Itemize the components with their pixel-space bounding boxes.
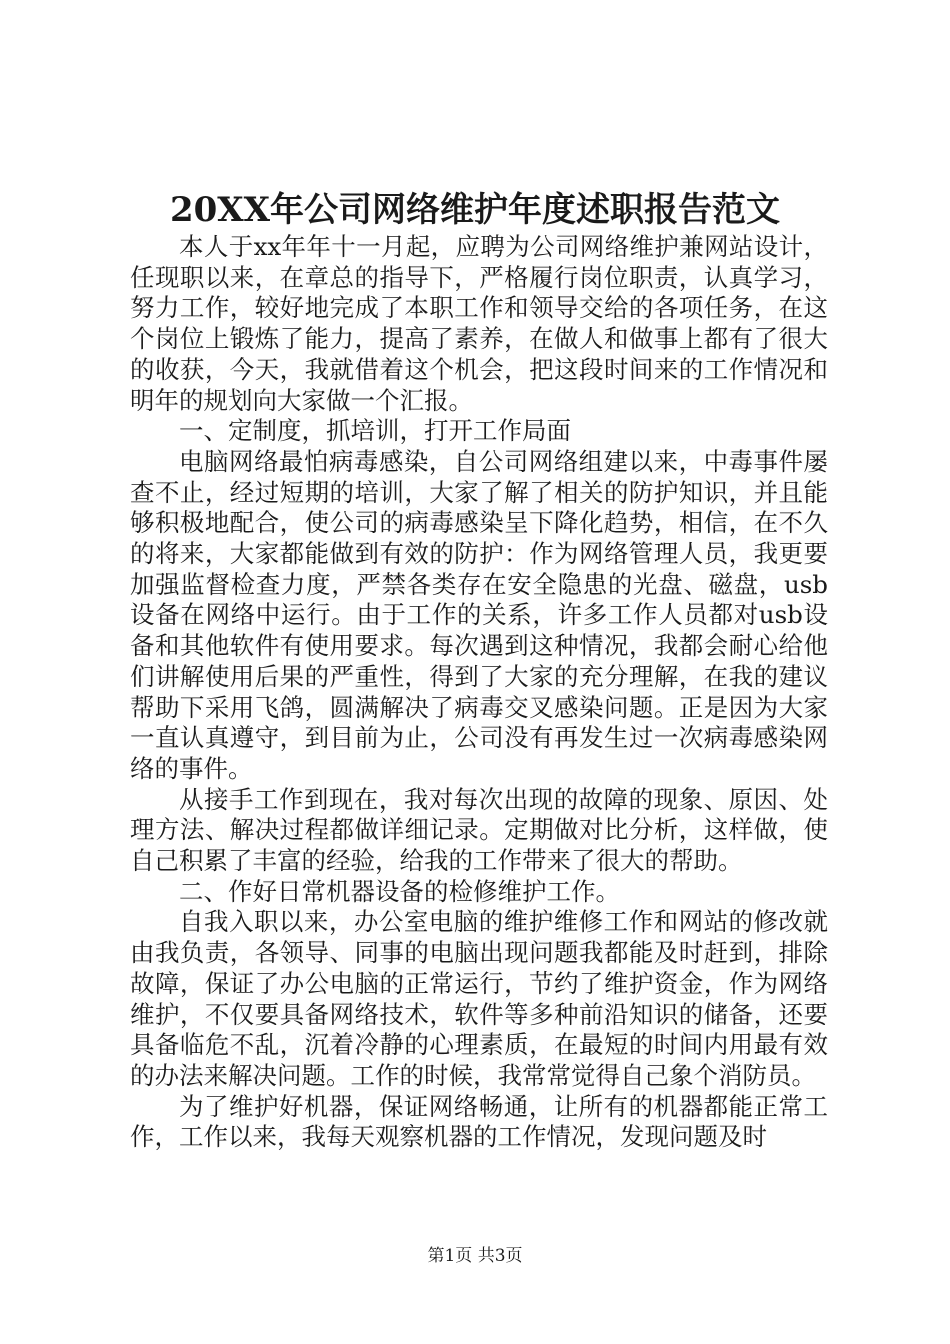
paragraph-maintenance: 自我入职以来，办公室电脑的维护维修工作和网站的修改就由我负责，各领导、同事的电脑出现问题我都能及时赶到，排除故障，保证了办公电脑的正常运行，节约了维护资金，作为网络维护，不仅要具备网络技术，软件等多种前沿知识的储备，还要具备临危不乱，沉着冷静的心理素质，在最短的时间内用最有效的办法来解决问题。工作的时候，我常常觉得自己象个消防员。 xyxy=(130,907,828,1090)
section-heading-2: 二、作好日常机器设备的检修维护工作。 xyxy=(179,876,620,906)
paragraph-intro: 本人于xx年年十一月起，应聘为公司网络维护兼网站设计，任现职以来，在章总的指导下，严格履行岗位职责，认真学习，努力工作，较好地完成了本职工作和领导交给的各项任务，在这个岗位上锻炼了能力，提高了素养，在做人和做事上都有了很大的收获，今天，我就借着这个机会，把这段时间来的工作情况和明年的规划向大家做一个汇报。 xyxy=(130,232,828,415)
section-heading-1: 一、定制度，抓培训，打开工作局面 xyxy=(179,416,571,446)
page-number-footer: 第1页 共3页 xyxy=(427,1246,523,1266)
paragraph-daily-check: 为了维护好机器，保证网络畅通，让所有的机器都能正常工作，工作以来，我每天观察机器的工作情况，发现问题及时 xyxy=(130,1091,828,1152)
paragraph-virus-protection: 电脑网络最怕病毒感染，自公司网络组建以来，中毒事件屡查不止，经过短期的培训，大家了解了相关的防护知识，并且能够积极地配合，使公司的病毒感染呈下降化趋势，相信，在不久的将来，大家都能做到有效的防护：作为网络管理人员，我更要加强监督检查力度，严禁各类存在安全隐患的光盘、磁盘，usb设备在网络中运行。由于工作的关系，许多工作人员都对usb设备和其他软件有使用要求。每次遇到这种情况，我都会耐心给他们讲解使用后果的严重性，得到了大家的充分理解，在我的建议帮助下采用飞鸽，圆满解决了病毒交叉感染问题。正是因为大家一直认真遵守，到目前为止，公司没有再发生过一次病毒感染网络的事件。 xyxy=(130,446,828,783)
document-body xyxy=(130,232,828,1153)
paragraph-fault-records: 从接手工作到现在，我对每次出现的故障的现象、原因、处理方法、解决过程都做详细记录。定期做对比分析，这样做，使自己积累了丰富的经验，给我的工作带来了很大的帮助。 xyxy=(130,784,828,876)
document-title: 20XX年公司网络维护年度述职报告范文 xyxy=(169,190,781,230)
